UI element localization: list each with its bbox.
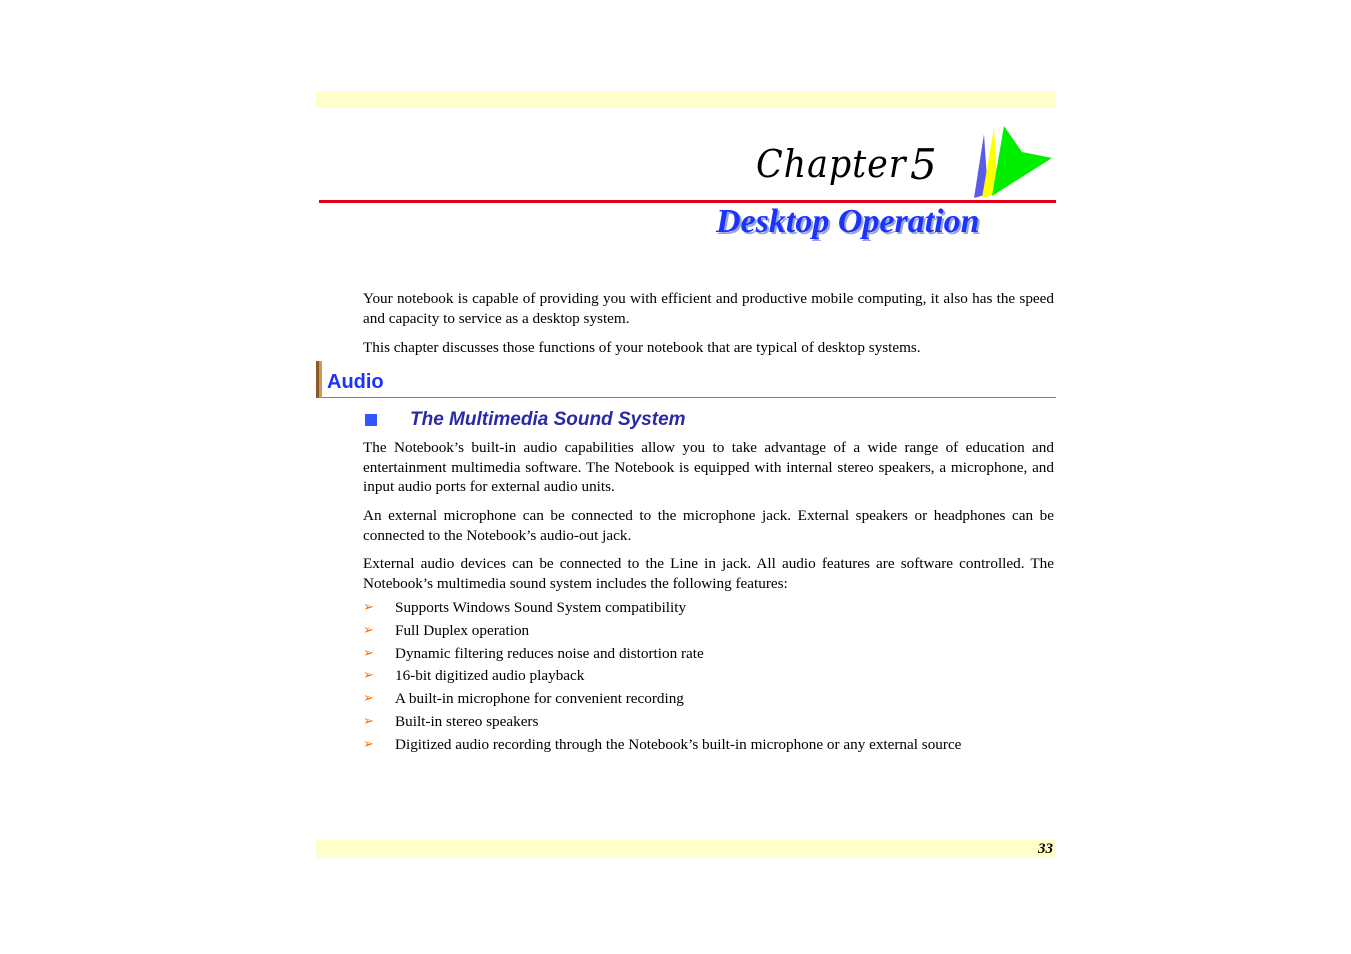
page-number: 33: [1038, 841, 1053, 857]
intro-paragraph-1: Your notebook is capable of providing you with efficient and productive mobile computing, it also has the speed and capacity to service as a desktop system.: [363, 290, 1054, 327]
arrow-bullet-icon: ➢: [363, 645, 374, 661]
chapter-number: 5: [910, 140, 937, 189]
list-item: ➢ A built-in microphone for convenient recording: [363, 688, 1063, 711]
feature-list: [363, 597, 1063, 757]
square-bullet-icon: [365, 414, 377, 426]
section-bar: [316, 361, 322, 398]
audio-paragraph-2: An external microphone can be connected to the microphone jack. External speakers or headphones can be connected to the Notebook’s audio-out jack.: [363, 507, 1054, 544]
footer-band: [316, 840, 1056, 858]
intro-paragraph-2: This chapter discusses those functions of your notebook that are typical of desktop systems.: [363, 339, 921, 356]
chapter-label: Chapter: [756, 142, 907, 186]
chapter-title: Desktop Operation: [716, 203, 980, 240]
list-item: ➢ 16-bit digitized audio playback: [363, 665, 1063, 688]
arrow-bullet-icon: ➢: [363, 668, 374, 684]
section-rule: [322, 397, 1056, 398]
arrow-bullet-icon: ➢: [363, 736, 374, 752]
subsection-heading: [363, 409, 963, 433]
audio-paragraph-1: The Notebook’s built-in audio capabilities allow you to take advantage of a wide range of education and entertainment multimedia software. The Notebook is equipped with internal stereo speakers, a microphone, and input audio ports for external audio units.: [363, 439, 1054, 495]
header-band: [316, 91, 1056, 108]
arrow-bullet-icon: ➢: [363, 691, 374, 707]
subsection-heading-text: The Multimedia Sound System: [410, 409, 686, 430]
section-heading-audio: [316, 361, 1056, 398]
arrow-bullet-icon: ➢: [363, 713, 374, 729]
triangle-flags-logo-icon: [972, 124, 1056, 200]
list-item: ➢ Full Duplex operation: [363, 620, 1063, 643]
arrow-bullet-icon: ➢: [363, 600, 374, 615]
list-item: ➢ Dynamic filtering reduces noise and distortion rate: [363, 643, 1063, 666]
list-item: ➢ Supports Windows Sound System compatibility: [363, 597, 1063, 620]
list-item: ➢ Digitized audio recording through the Notebook’s built-in microphone or any external source: [363, 734, 1063, 757]
list-item: ➢ Built-in stereo speakers: [363, 711, 1063, 734]
section-heading-text: Audio: [327, 371, 384, 393]
audio-paragraph-3: External audio devices can be connected to the Line in jack. All audio features are software controlled. The Notebook’s multimedia sound system includes the following features:: [363, 555, 1054, 592]
arrow-bullet-icon: ➢: [363, 622, 374, 638]
